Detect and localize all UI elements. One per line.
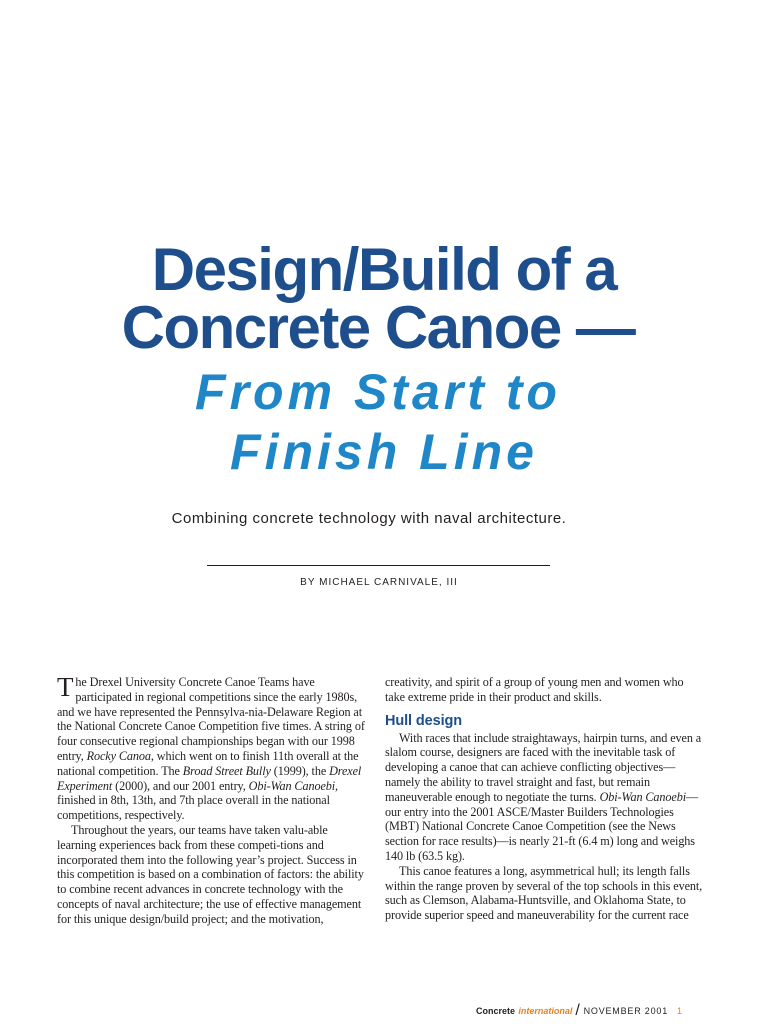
- text-run: , which went on to finish 11th overall at the national competition. The: [57, 748, 359, 778]
- page-footer: [476, 1001, 683, 1019]
- magazine-name-accent: international: [518, 1006, 573, 1016]
- text-run: he Drexel University Concrete Canoe Teams have participated in regional competitions since the early 1980s, and we have represented the Pennsylva-nia-Delaware Region at the National Concrete Canoe Competition five times. A string of four consecutive regional championships began with our 1998 entry,: [57, 675, 365, 763]
- body-column-right: [385, 675, 703, 923]
- page-number: 1: [677, 1006, 683, 1016]
- article-title-line-2: Concrete Canoe —: [121, 294, 635, 361]
- article-title-line-1: Design/Build of a: [151, 236, 617, 303]
- canoe-name: Obi-Wan Canoebi: [599, 789, 686, 804]
- canoe-name: Broad Street Bully: [182, 763, 271, 778]
- issue-date: NOVEMBER 2001: [583, 1006, 669, 1016]
- text-run: (2000), and our 2001 entry,: [112, 778, 249, 793]
- text-run: (1999), the: [270, 763, 330, 778]
- footer-slash: /: [575, 1002, 581, 1019]
- body-column-left: [57, 672, 369, 927]
- article-deck: Combining concrete technology with naval architecture.: [171, 510, 567, 527]
- paragraph-intro: [57, 672, 369, 823]
- article-subtitle-line-2: Finish Line: [230, 424, 538, 480]
- drop-cap: T: [57, 672, 74, 702]
- paragraph-hull-features: This canoe features a long, asymmetrical hull; its length falls within the range proven by several of the top schools in this event, such as Clemson, Alabama-Huntsville, and Oklahoma State, to provide superior speed and maneuverability for the current race: [385, 863, 703, 923]
- text-run: With races that include straightaways, hairpin turns, and even a slalom course, designers are faced with the inevitable task of developing a canoe that can achieve conflicting objectives—namely the ability to travel straight and fast, but remain maneuverable enough to negotiate the turns.: [385, 730, 702, 804]
- text-run: —our entry into the 2001 ASCE/Master Builders Technologies (MBT) National Concrete Canoe Competition (see the News section for race results)—is nearly 21-ft (6.4 m) long and weighs 140 lb (63.5 kg).: [385, 789, 699, 863]
- paragraph-experience: Throughout the years, our teams have taken valu-able learning experiences back from these competi-tions and incorporated them into the following year’s project. Success in this competition is based on a combination of factors: the ability to combine recent advances in concrete technology with the concepts of naval architecture; the use of effective management for this unique design/build project; and the motivation,: [57, 822, 364, 926]
- section-heading-hull-design: Hull design: [385, 712, 463, 729]
- canoe-name: Rocky Canoa: [86, 748, 151, 763]
- byline-divider: [207, 565, 550, 566]
- byline: BY MICHAEL CARNIVALE, III: [300, 577, 458, 588]
- canoe-name: Obi-Wan Canoebi: [248, 778, 336, 793]
- canoe-name: Drexel Experiment: [57, 763, 362, 793]
- article-subtitle-line-1: From Start to: [195, 364, 561, 420]
- paragraph-hull-design: [385, 731, 703, 864]
- paragraph-continued: creativity, and spirit of a group of young men and women who take extreme pride in their product and skills.: [385, 675, 684, 704]
- magazine-name: Concrete: [476, 1006, 516, 1016]
- text-run: , finished in 8th, 13th, and 7th place overall in the national competitions, respectively.: [57, 778, 338, 823]
